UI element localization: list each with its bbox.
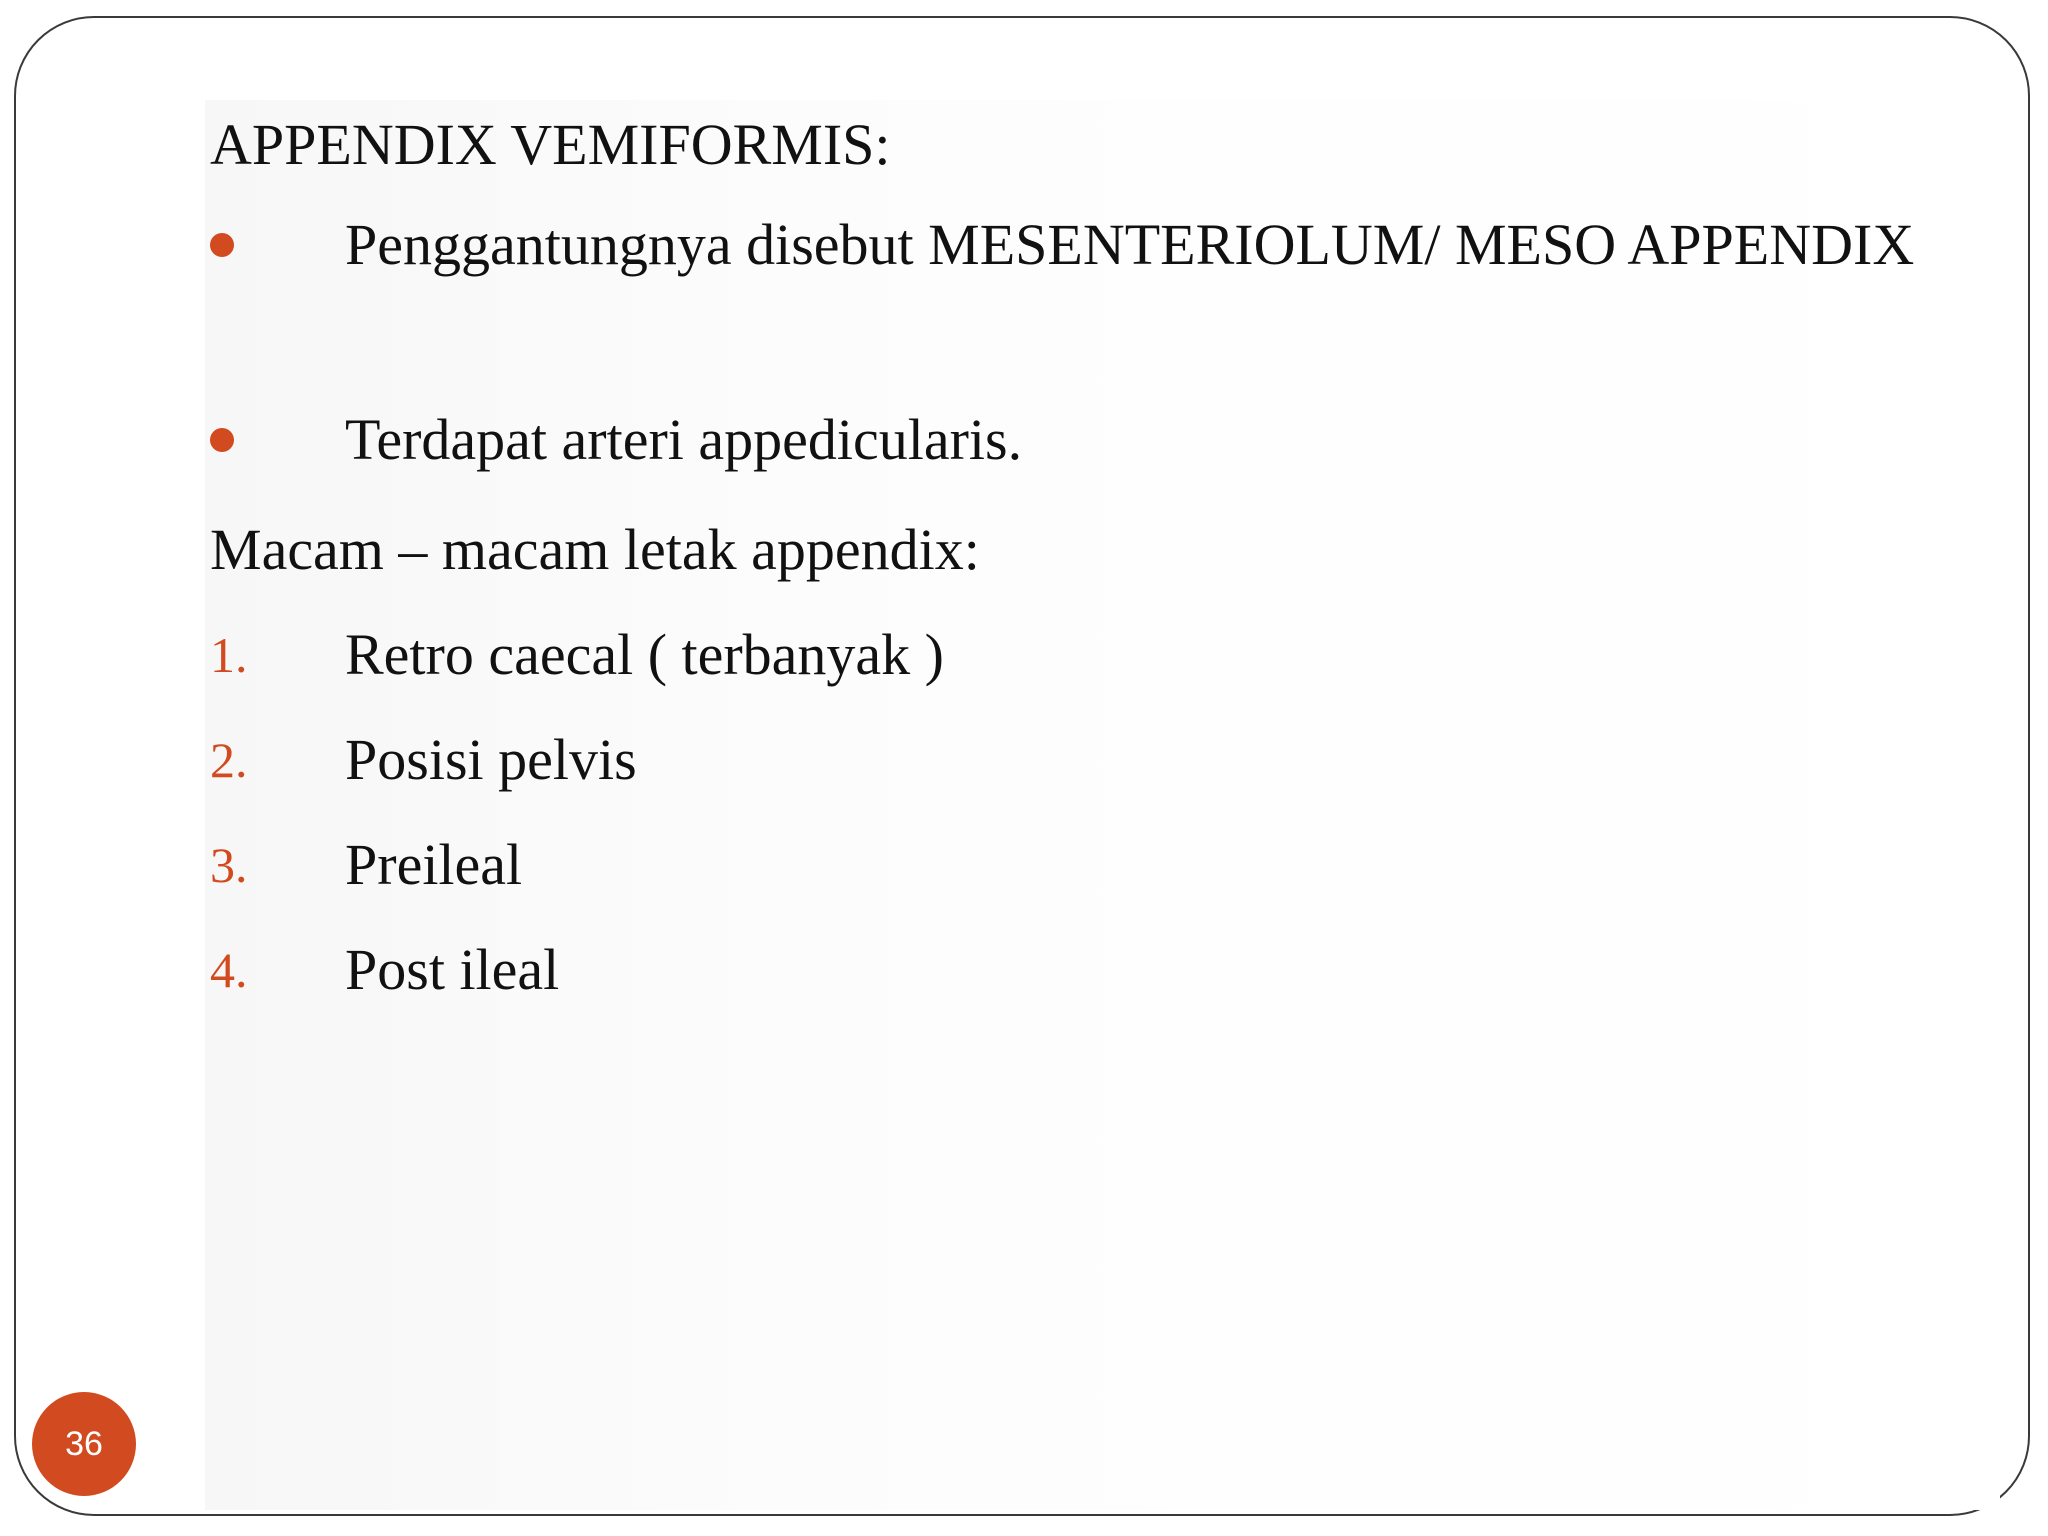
item-text: Preileal bbox=[345, 832, 523, 897]
item-number: 4. bbox=[210, 942, 248, 998]
item-number: 3. bbox=[210, 837, 248, 893]
item-text: Posisi pelvis bbox=[345, 727, 637, 792]
page-number-badge: 36 bbox=[32, 1392, 136, 1496]
item-number: 2. bbox=[210, 732, 248, 788]
content-background bbox=[205, 100, 2000, 1510]
bullet-dot-icon bbox=[210, 233, 234, 257]
item-number: 1. bbox=[210, 627, 248, 683]
bullet-marker bbox=[210, 200, 234, 290]
slide-heading: APPENDIX VEMIFORMIS: bbox=[210, 112, 891, 177]
bullet-dot-icon bbox=[210, 428, 234, 452]
bullet-marker bbox=[210, 395, 234, 485]
list-subheading: Macam – macam letak appendix: bbox=[210, 517, 980, 582]
item-text: Post ileal bbox=[345, 937, 560, 1002]
bullet-text: Terdapat arteri appedicularis. bbox=[345, 407, 1023, 472]
item-text: Retro caecal ( terbanyak ) bbox=[345, 622, 944, 687]
bullet-text: Penggantungnya disebut MESENTERIOLUM/ MESO APPENDIX bbox=[345, 212, 1915, 277]
